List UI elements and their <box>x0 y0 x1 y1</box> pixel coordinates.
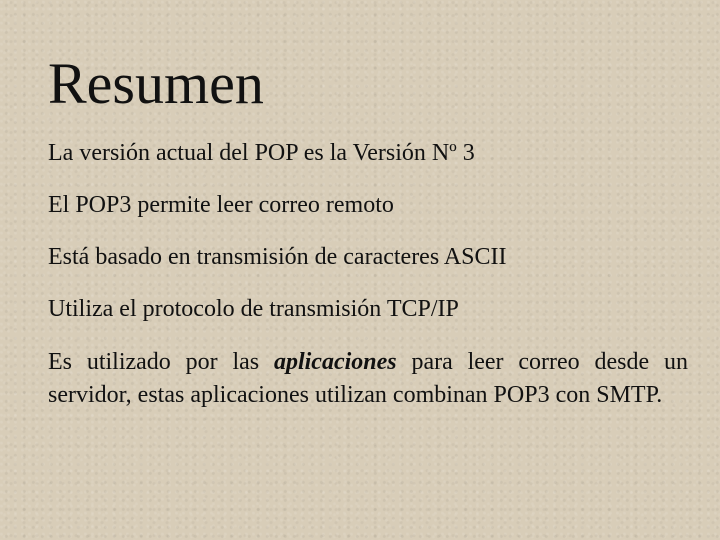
bullet-list <box>48 138 688 434</box>
bullet-text-after: para leer correo desde un servidor, estas aplicaciones utilizan combinan POP3 con SMTP. <box>48 349 688 408</box>
bullet-item-last <box>48 346 688 412</box>
bullet-item: La versión actual del POP es la Versión Nº 3 <box>48 140 475 166</box>
emphasis-text: aplicaciones <box>273 349 397 375</box>
bullet-item: El POP3 permite leer correo remoto <box>48 192 394 218</box>
slide-title: Resumen <box>48 51 264 116</box>
bullet-item: Utiliza el protocolo de transmisión TCP/IP <box>48 296 459 322</box>
bullet-item: Está basado en transmisión de caracteres ASCII <box>48 244 507 270</box>
bullet-text-before: Es utilizado por las <box>48 349 274 375</box>
